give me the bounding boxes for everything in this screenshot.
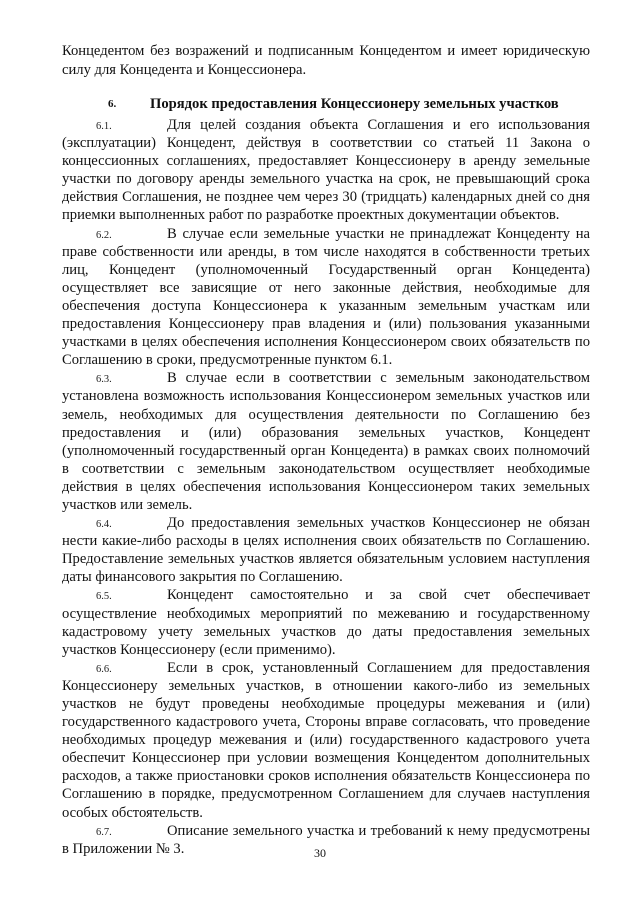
clause-6-4 (62, 514, 590, 586)
clause-text: Если в срок, установленный Соглашением для предоставления Концессионеру земельных участков, в отношении какого-либо из земельных участков не будут проведены необходимые процедуры межевания и (или) государственного кадастрового учета, Стороны вправе согласовать, что проведение необходимых процедур межевания и (или) государственного кадастрового учета обеспечит Концессионер при условии возмещения Концедентом дополнительных расходов, а также приостановки сроков исполнения обязательств Концессионера по Соглашению в порядке, предусмотренном Соглашением для случаев наступления особых обстоятельств. (62, 659, 590, 821)
clause-6-3 (62, 369, 590, 514)
clause-number: 6.1. (96, 121, 112, 132)
clause-number: 6.2. (96, 229, 112, 241)
clause-6-5 (62, 586, 590, 658)
clause-number: 6.3. (96, 374, 112, 386)
clause-text: Описание земельного участка и требований к нему предусмотрены в Приложении № 3. (62, 822, 590, 857)
clause-text: В случае если земельные участки не принадлежат Концеденту на праве собственности или аренды, в том числе находятся в собственности третьих лиц, Концедент (уполномоченный Государственный орган Концедента) осуществляет все зависящие от него законные действия, необходимые для обеспечения доступа Концессионера к указанным земельным участкам или предоставления Концессионеру прав владения и (или) пользования указанными участками в целях обеспечения исполнения Концессионером своих обязательств по Соглашению в сроки, предусмотренные пунктом 6.1. (62, 225, 590, 369)
clause-number: 6.5. (96, 591, 112, 603)
page-number: 30 (314, 846, 326, 860)
intro-paragraph: Концедентом без возражений и подписанным Концедентом и имеет юридическую силу для Концедента и Концессионера. (62, 43, 590, 78)
clause-text: Для целей создания объекта Соглашения и его использования (эксплуатации) Концедент, действуя в соответствии со статьей 11 Закона о концессионных соглашениях, предоставляет Концессионеру в аренду земельные участки по договору аренды земельного участка на срок, не превышающий срока действия Соглашения, не позднее чем через 30 (тридцать) календарных дней со дня приемки выполненных работ по разработке проектных документации объектов. (62, 117, 590, 224)
clause-number: 6.6. (96, 663, 112, 675)
section-title: Порядок предоставления Концессионеру земельных участков (150, 96, 559, 112)
clause-text: В случае если в соответствии с земельным законодательством установлена возможность использования Концессионером земельных участков или земель, необходимых для осуществления деятельности по Соглашению без предоставления и (или) образования земельных участков, Концедент (уполномоченный государственный орган Концедента) в рамках своих полномочий в соответствии с земельным законодательством осуществляет необходимые действия в целях обеспечения использования Концессионером таких земельных участков или земель. (62, 370, 590, 513)
clause-text: До предоставления земельных участков Концессионер не обязан нести какие-либо расходы в целях исполнения своих обязательств по Соглашению. Предоставление земельных участков является обязательным условием наступления даты финансового закрытия по Соглашению. (62, 515, 590, 586)
clause-text: Концедент самостоятельно и за свой счет обеспечивает осуществление необходимых мероприятий по межеванию и государственному кадастровому учету земельных участков до даты предоставления земельных участков Концессионеру (если применимо). (62, 587, 590, 658)
clause-list (62, 116, 590, 858)
clause-number: 6.4. (96, 519, 112, 531)
clause-6-2 (62, 225, 590, 370)
section-number: 6. (108, 98, 117, 110)
clause-number: 6.7. (96, 826, 112, 838)
clause-6-1 (62, 116, 590, 225)
clause-6-6 (62, 659, 590, 822)
